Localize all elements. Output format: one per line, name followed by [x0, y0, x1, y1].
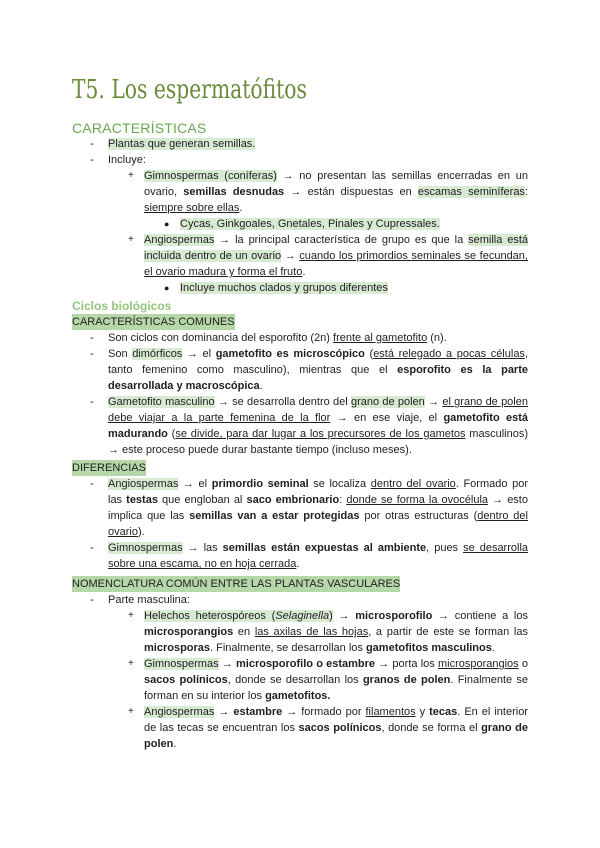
- dot-bullet: ●: [164, 283, 170, 293]
- list-item: + Angiospermas → estambre → formado por filamentos y tecas. En el interior de las tecas se encuentran los sacos polínicos, donde se forma el grano de polen.: [128, 706, 528, 750]
- list-item: - Plantas que generan semillas.: [90, 138, 256, 150]
- list-item: ● Incluye muchos clados y grupos diferentes: [164, 282, 388, 294]
- section-heading-caracteristicas: CARACTERÍSTICAS: [72, 120, 207, 136]
- section-nomenclatura: [72, 576, 528, 752]
- nomenclatura-list: [72, 592, 528, 752]
- plus-bullet: +: [128, 170, 134, 181]
- list-item: - Angiospermas → el primordio seminal se localiza dentro del ovario. Formado por las testas que engloban al saco embrionario: donde se forma la ovocélula → esto implica que las semillas van a estar protegidas por otras estructuras (dentro del ovario).: [90, 478, 528, 538]
- plus-bullet: +: [128, 234, 134, 245]
- subheading-diferencias: DIFERENCIAS: [72, 462, 146, 474]
- page-title: T5. Los espermatófitos: [72, 75, 307, 105]
- plus-bullet: +: [128, 610, 134, 621]
- section-diferencias: [72, 460, 528, 572]
- dash-bullet: -: [90, 154, 94, 166]
- plus-bullet: +: [128, 706, 134, 717]
- list-item: - Son dimórficos → el gametofito es microscópico (está relegado a pocas células, tanto femenino como masculino), mientras que el esporofito es la parte desarrollada y macroscópica.: [90, 348, 528, 392]
- list-item: - Gametofito masculino → se desarrolla dentro del grano de polen → el grano de polen debe viajar a la parte femenina de la flor → en ese viaje, el gametofito está madurando (se divide, para dar lugar a los precursores de los gametos masculinos) → este proceso puede durar bastante tiempo (incluso meses).: [90, 396, 528, 456]
- plus-bullet: +: [128, 658, 134, 669]
- list-item: - Son ciclos con dominancia del esporofito (2n) frente al gametofito (n).: [90, 332, 447, 344]
- dash-bullet: -: [90, 542, 94, 554]
- dash-bullet: -: [90, 138, 94, 150]
- section-ciclos: [72, 298, 528, 458]
- comunes-list: [72, 330, 528, 458]
- list-item: + Gimnospermas → microsporofilo o estambre → porta los microsporangios o sacos polínicos, donde se desarrollan los granos de polen. Finalmente se forman en su interior los gametofitos.: [128, 658, 529, 702]
- dash-bullet: -: [90, 594, 94, 606]
- list-item: - Incluye:: [90, 154, 146, 166]
- dash-bullet: -: [90, 396, 94, 408]
- list-item: + Helechos heterospóreos (Selaginella) → microsporofilo → contiene a los microsporangios en las axilas de las hojas, a partir de este se forman las microsporas. Finalmente, se desarrollan los gametofitos masculinos.: [128, 610, 528, 654]
- section-heading-ciclos: Ciclos biológicos: [72, 299, 172, 313]
- list-item: - Parte masculina:: [90, 594, 190, 606]
- dot-bullet: ●: [164, 219, 170, 229]
- dash-bullet: -: [90, 478, 94, 490]
- subheading-comunes: CARACTERÍSTICAS COMUNES: [72, 316, 235, 328]
- list-item-angiospermas: + Angiospermas → la principal característica de grupo es que la semilla está incluida dentro de un ovario → cuando los primordios seminales se fecundan, el ovario madura y forma el fruto.: [128, 234, 529, 278]
- list-item: ● Cycas, Ginkgoales, Gnetales, Pinales y Cupressales.: [164, 218, 440, 230]
- diferencias-list: [72, 476, 528, 572]
- dash-bullet: -: [90, 332, 94, 344]
- subheading-nomenclatura: NOMENCLATURA COMÚN ENTRE LAS PLANTAS VASCULARES: [72, 578, 401, 590]
- section-caracteristicas: [72, 120, 528, 296]
- caracteristicas-list: [72, 136, 528, 296]
- list-item-gimnospermas: + Gimnospermas (coníferas) → no presentan las semillas encerradas en un ovario, semillas desnudas → están dispuestas en escamas seminíferas: siempre sobre ellas.: [128, 170, 528, 214]
- dash-bullet: -: [90, 348, 94, 360]
- list-item: - Gimnospermas → las semillas están expuestas al ambiente, pues se desarrolla sobre una escama, no en hoja cerrada.: [90, 542, 529, 570]
